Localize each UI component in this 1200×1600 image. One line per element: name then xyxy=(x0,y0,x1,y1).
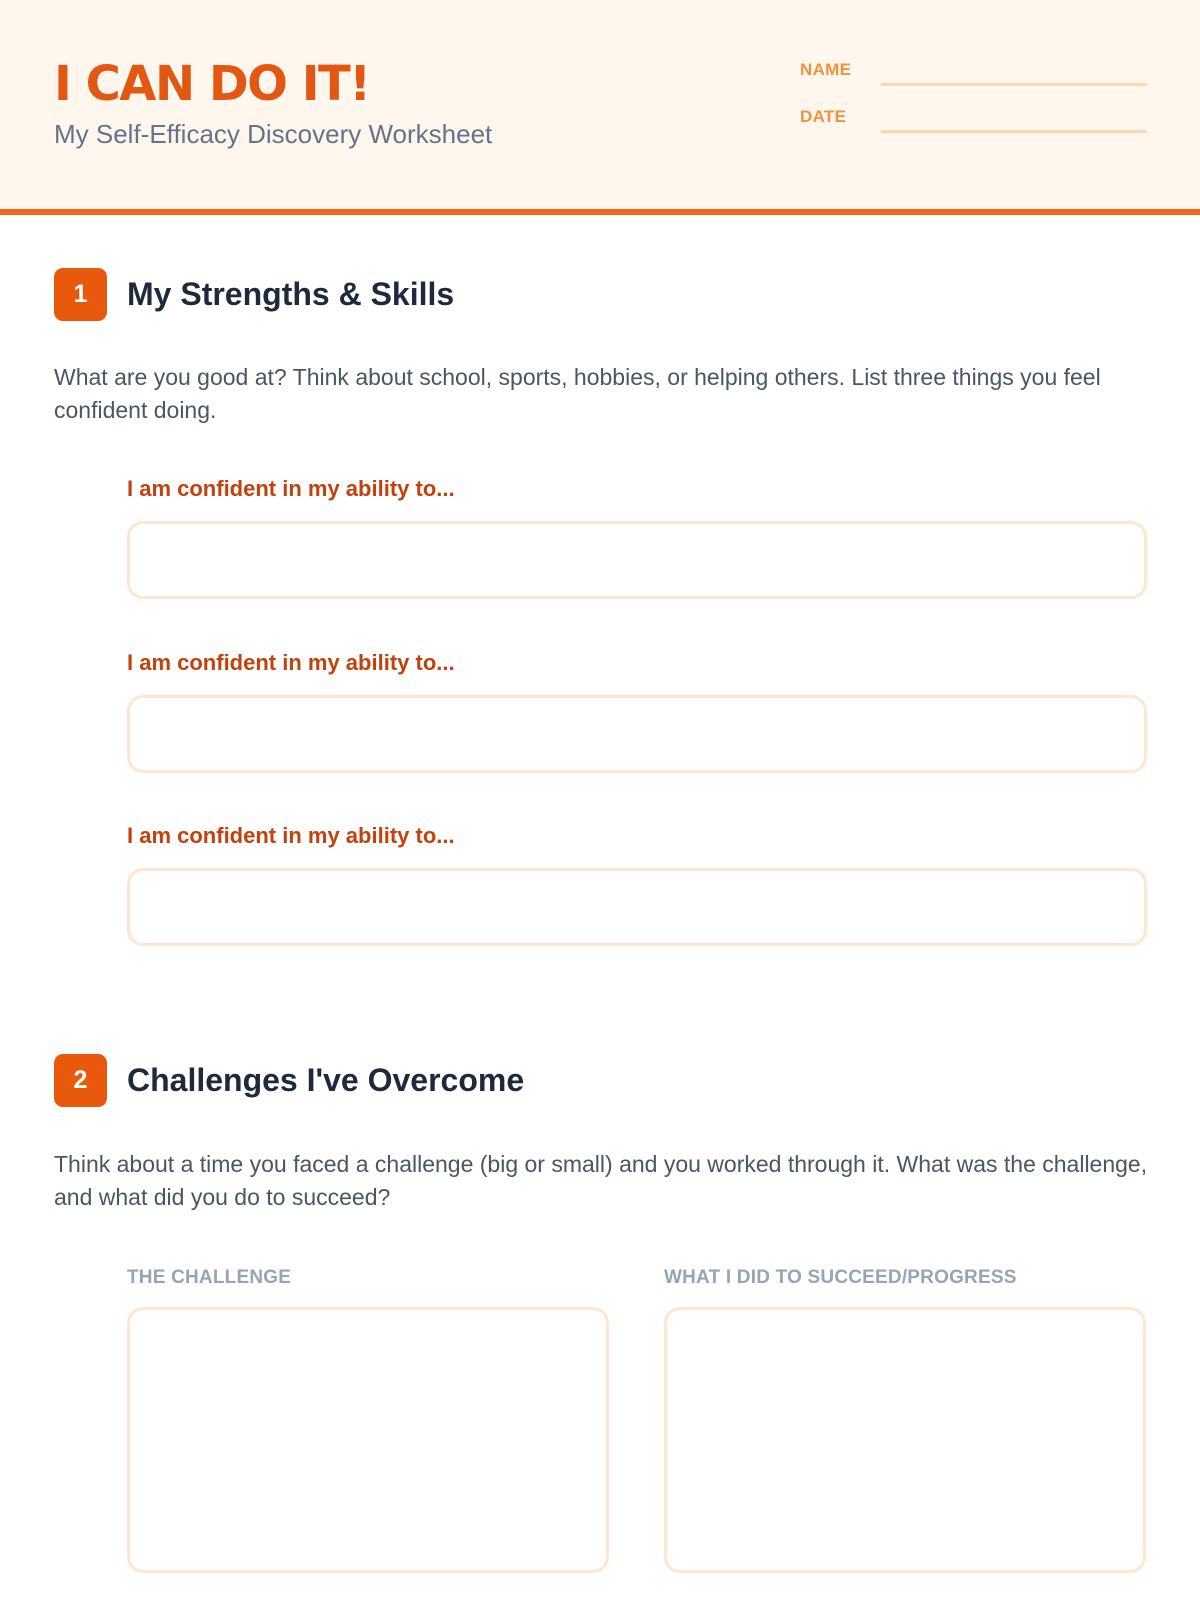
worksheet-title: I CAN DO IT! xyxy=(54,56,370,112)
section-1-description: What are you good at? Think about school, sports, hobbies, or helping others. List three things you feel confident doing. xyxy=(54,364,1101,423)
strength-input-1[interactable] xyxy=(127,521,1147,599)
section-1-badge: 1 xyxy=(54,268,107,321)
name-label: NAME xyxy=(800,60,852,79)
section-1-title: My Strengths & Skills xyxy=(127,276,455,312)
strength-prompt-label: I am confident in my ability to... xyxy=(127,650,455,675)
date-label: DATE xyxy=(800,107,847,126)
worksheet-header xyxy=(0,0,1200,215)
challenge-column-label: THE CHALLENGE xyxy=(127,1267,292,1288)
section-2-badge: 2 xyxy=(54,1054,107,1107)
challenge-textarea[interactable] xyxy=(127,1307,609,1573)
date-line-field[interactable] xyxy=(881,130,1147,133)
success-column-label: WHAT I DID TO SUCCEED/PROGRESS xyxy=(664,1267,1017,1288)
strength-prompt-label: I am confident in my ability to... xyxy=(127,823,455,848)
worksheet-subtitle: My Self-Efficacy Discovery Worksheet xyxy=(54,119,493,149)
section-2-title: Challenges I've Overcome xyxy=(127,1062,525,1098)
strength-input-3[interactable] xyxy=(127,868,1147,946)
success-textarea[interactable] xyxy=(664,1307,1146,1573)
section-2-description: Think about a time you faced a challenge (big or small) and you worked through it. What was the challenge, and what did you do to succeed? xyxy=(54,1151,1148,1210)
strength-input-2[interactable] xyxy=(127,695,1147,773)
strength-prompt-label: I am confident in my ability to... xyxy=(127,476,455,501)
name-line-field[interactable] xyxy=(881,83,1147,86)
